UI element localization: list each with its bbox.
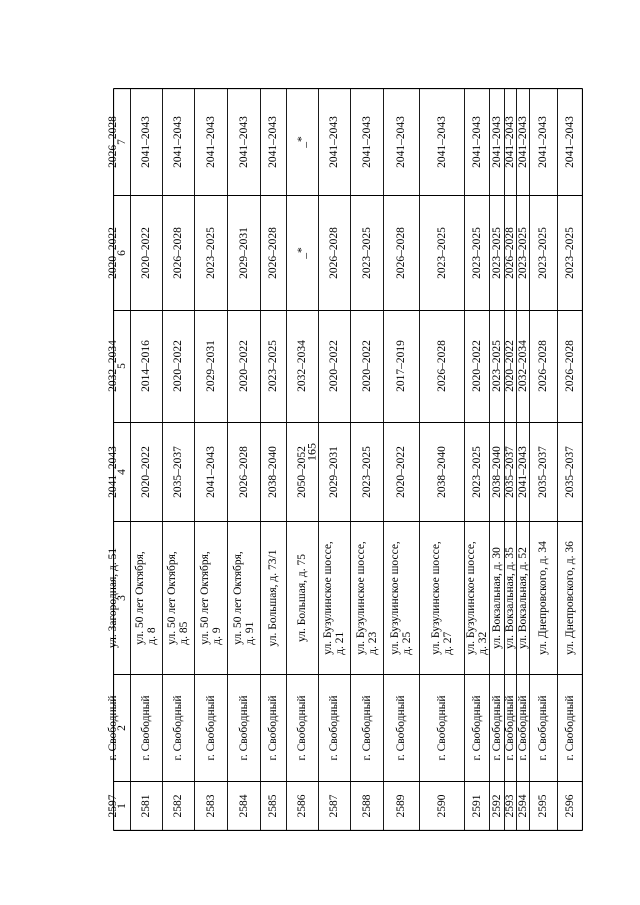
period-col7 (238, 116, 250, 168)
row-number-line: 2597 (107, 794, 119, 818)
city-line: г. Свободный (395, 694, 407, 761)
address-line: д. 25 (401, 631, 413, 655)
address (322, 541, 346, 655)
header-7-line: 7 (115, 138, 128, 145)
city (107, 695, 119, 760)
page-number-text: 165 (304, 443, 319, 461)
period-col5-line: 2014–2016 (140, 340, 152, 392)
period-col4 (471, 446, 483, 498)
period-col5 (140, 340, 152, 392)
row-number-line: 2592 (490, 794, 503, 818)
period-col6 (140, 227, 152, 279)
address (564, 541, 576, 655)
period-col6-line: 2026–2028 (395, 226, 407, 279)
period-col5 (238, 340, 250, 392)
address (267, 549, 279, 646)
period-col6 (537, 227, 549, 279)
row-number (238, 795, 250, 818)
header-1-line: 1 (115, 803, 128, 809)
row-number-line: 2593 (504, 794, 516, 818)
period-col6-line: 2023–2025 (204, 226, 217, 279)
address-line: ул. Вокзальная, д. 52 (516, 546, 529, 649)
address-line: д. 27 (441, 631, 454, 655)
city-line: г. Свободный (537, 694, 549, 761)
address-line: ул. Бузулинское шоссе, (429, 540, 442, 655)
period-col6-line: 2020–2022 (140, 226, 152, 279)
address-line: д. 8 (146, 626, 158, 645)
address-line: д. 32 (476, 631, 489, 655)
address (199, 551, 223, 645)
period-col4-line: 2020–2022 (140, 445, 152, 498)
city-line: г. Свободный (204, 694, 217, 761)
period-col4 (537, 446, 549, 498)
address (517, 547, 529, 649)
address-line: ул. Загородная, д. 51 (107, 547, 119, 648)
period-col6-line: 2026–2028 (172, 226, 184, 279)
period-col5-line: 2017–2019 (395, 340, 407, 392)
city-line: г. Свободный (470, 694, 483, 761)
row-number (328, 795, 340, 818)
address (107, 547, 119, 647)
row-number-line: 2596 (564, 794, 576, 818)
row-number (517, 795, 529, 818)
period-col5 (267, 340, 279, 392)
address-line: ул. Днепровского, д. 34 (537, 540, 549, 655)
address (134, 551, 158, 645)
period-col5 (517, 340, 529, 392)
period-col5-line: 2020–2022 (237, 340, 250, 392)
period-col7 (267, 116, 279, 168)
period-col5 (504, 340, 516, 392)
city (395, 695, 407, 760)
city (205, 695, 217, 760)
address-line: д. 91 (243, 621, 256, 645)
city (267, 695, 279, 760)
period-col4 (328, 446, 340, 498)
period-col4-line: 2023–2025 (360, 445, 373, 498)
period-col6-line: 2023–2025 (435, 226, 448, 279)
address-line: ул. Большая, д. 75 (296, 553, 308, 642)
period-col7 (395, 116, 407, 168)
period-col6-line: 2029–2031 (237, 226, 250, 279)
period-col6 (491, 227, 503, 279)
address (166, 551, 190, 645)
period-col4 (436, 446, 448, 498)
period-col7 (140, 116, 152, 168)
period-col4-line: 2041–2043 (204, 445, 217, 498)
period-col5-line: 2023–2025 (267, 340, 279, 392)
city (471, 695, 483, 760)
address-line: ул. Бузулинское шоссе, (464, 540, 477, 655)
header-6-line: 6 (115, 249, 128, 256)
period-col4-line: 2035–2037 (537, 445, 549, 498)
row-number (361, 795, 373, 818)
period-col6 (517, 227, 529, 279)
period-col7 (504, 116, 516, 168)
period-col4-line: 2035–2037 (564, 445, 576, 498)
row-number-line: 2583 (204, 794, 217, 818)
data-table (107, 88, 583, 831)
address (355, 541, 379, 655)
period-col6 (296, 247, 308, 259)
address-line: ул. Днепровского, д. 36 (564, 540, 576, 655)
city-line: г. Свободный (564, 694, 576, 761)
period-col7 (328, 116, 340, 168)
header-2-line: 2 (115, 724, 128, 731)
period-col5-line: 2032–2034 (516, 340, 529, 392)
period-col4-line: 2026–2028 (237, 445, 250, 498)
period-col7 (172, 116, 184, 168)
period-col6-line: 2023–2025 (537, 226, 549, 279)
row-number-line: 2591 (470, 794, 483, 818)
period-col6 (205, 227, 217, 279)
period-col6 (564, 227, 576, 279)
row-number-line: 2587 (328, 794, 340, 818)
city (172, 695, 184, 760)
period-col7-line: 2041–2043 (140, 115, 152, 168)
period-col5-line: 2032–2034 (107, 340, 119, 392)
city-line: г. Свободный (516, 694, 529, 761)
row-number (564, 795, 576, 818)
period-col7 (361, 116, 373, 168)
city (517, 695, 529, 760)
period-col4 (564, 446, 576, 498)
period-col4-line: 2035–2037 (172, 445, 184, 498)
city-line: г. Свободный (328, 694, 340, 761)
period-col4-line: 2038–2040 (435, 445, 448, 498)
period-col6 (172, 227, 184, 279)
period-col5-line: 2020–2022 (328, 340, 340, 392)
period-col7 (517, 116, 529, 168)
period-col4-line: 2041–2043 (107, 445, 119, 498)
city-line: г. Свободный (490, 694, 503, 761)
header-3-line: 3 (115, 594, 128, 601)
period-col6 (395, 227, 407, 279)
period-col5 (328, 340, 340, 392)
row-number (436, 795, 448, 818)
period-col4 (267, 446, 279, 498)
row-number-line: 2585 (267, 794, 279, 818)
period-col6 (471, 227, 483, 279)
period-col4-line: 2038–2040 (267, 445, 279, 498)
city (238, 695, 250, 760)
period-col4-line: 2050–2052 (296, 445, 308, 498)
period-col5 (537, 340, 549, 392)
period-col4 (107, 446, 119, 498)
period-col7-line: 2041–2043 (237, 115, 250, 168)
period-col7-line: 2041–2043 (470, 115, 483, 168)
row-number-line: 2590 (435, 794, 448, 818)
period-col7-line: 2041–2043 (564, 115, 576, 168)
period-col5-line: 2026–2028 (537, 340, 549, 392)
period-col6-line: _* (296, 246, 308, 259)
city (296, 695, 308, 760)
period-col7 (491, 116, 503, 168)
city (361, 695, 373, 760)
row-number (205, 795, 217, 818)
period-col7 (296, 136, 308, 148)
period-col4-line: 2023–2025 (470, 445, 483, 498)
address (465, 541, 489, 655)
address (504, 547, 516, 649)
address-line: ул. 50 лет Октября, (134, 550, 146, 645)
city-line: г. Свободный (435, 694, 448, 761)
period-col5 (205, 340, 217, 392)
period-col7-line: 2041–2043 (490, 115, 503, 168)
period-col5-line: 2026–2028 (564, 340, 576, 392)
period-col5 (296, 340, 308, 392)
period-col7-line: 2041–2043 (516, 115, 529, 168)
row-number (491, 795, 503, 818)
period-col6-line: 2023–2025 (470, 226, 483, 279)
row-number-line: 2588 (360, 794, 373, 818)
row-number (504, 795, 516, 818)
city (436, 695, 448, 760)
period-col6-line: 2026–2028 (328, 226, 340, 279)
period-col7-line: 2041–2043 (504, 115, 516, 168)
period-col5-line: 2032–2034 (296, 340, 308, 392)
period-col7 (564, 116, 576, 168)
row-number-line: 2595 (537, 794, 549, 818)
period-col6-line: 2026–2028 (504, 226, 516, 279)
period-col4 (491, 446, 503, 498)
period-col5 (471, 340, 483, 392)
address (232, 551, 256, 645)
period-col4 (296, 446, 308, 498)
address-line: ул. 50 лет Октября, (198, 550, 211, 645)
city (564, 695, 576, 760)
period-col6-line: 2023–2025 (564, 226, 576, 279)
period-col5 (395, 340, 407, 392)
row-number-line: 2586 (296, 794, 308, 818)
period-col5-line: 2026–2028 (435, 340, 448, 392)
period-col7-line: 2041–2043 (267, 115, 279, 168)
period-col6 (107, 227, 119, 279)
period-col5-line: 2020–2022 (504, 340, 516, 392)
period-col4-line: 2020–2022 (395, 445, 407, 498)
period-col7 (107, 116, 119, 168)
period-col6 (436, 227, 448, 279)
period-col6 (267, 227, 279, 279)
period-col4 (205, 446, 217, 498)
period-col7 (471, 116, 483, 168)
city-line: г. Свободный (504, 694, 516, 761)
period-col4 (504, 446, 516, 498)
period-col7-line: 2041–2043 (328, 115, 340, 168)
row-number (107, 795, 119, 818)
city (328, 695, 340, 760)
row-number (537, 795, 549, 818)
header-4-line: 4 (115, 468, 128, 475)
period-col6 (361, 227, 373, 279)
address-line: ул. 50 лет Октября, (231, 550, 244, 645)
row-number (140, 795, 152, 818)
period-col6 (504, 227, 516, 279)
row-number-line: 2589 (395, 794, 407, 818)
city (491, 695, 503, 760)
address (537, 541, 549, 655)
period-col6-line: 2023–2025 (490, 226, 503, 279)
period-col7-line: 2041–2043 (360, 115, 373, 168)
city (537, 695, 549, 760)
period-col4 (140, 446, 152, 498)
address-line: д. 23 (366, 631, 379, 655)
header-5-line: 5 (115, 363, 128, 369)
city-line: г. Свободный (360, 694, 373, 761)
row-number-line: 2594 (516, 794, 529, 818)
period-col4-line: 2041–2043 (516, 445, 529, 498)
period-col5 (436, 340, 448, 392)
period-col5-line: 2020–2022 (172, 340, 184, 392)
address-line: д. 85 (178, 621, 190, 645)
period-col4-line: 2038–2040 (490, 445, 503, 498)
address (296, 553, 308, 641)
period-col4 (395, 446, 407, 498)
period-col7-line: 2041–2043 (172, 115, 184, 168)
address-line: ул. Бузулинское шоссе, (389, 540, 401, 655)
period-col7-line: 2041–2043 (204, 115, 217, 168)
row-number (267, 795, 279, 818)
address-line: ул. Большая, д. 73/1 (267, 549, 279, 646)
period-col5-line: 2020–2022 (360, 340, 373, 392)
row-number (395, 795, 407, 818)
city-line: г. Свободный (140, 694, 152, 761)
period-col5 (564, 340, 576, 392)
address-line: ул. Вокзальная, д. 30 (490, 546, 503, 649)
period-col6-line: 2023–2025 (360, 226, 373, 279)
address (491, 547, 503, 649)
address-line: ул. 50 лет Октября, (166, 550, 178, 645)
row-number (471, 795, 483, 818)
city (504, 695, 516, 760)
period-col7 (205, 116, 217, 168)
city-line: г. Свободный (172, 694, 184, 761)
period-col4-line: 2035–2037 (504, 445, 516, 498)
period-col5-line: 2029–2031 (204, 340, 217, 392)
city-line: г. Свободный (237, 694, 250, 761)
address-line: д. 9 (210, 626, 223, 645)
period-col5 (491, 340, 503, 392)
period-col6-line: 2026–2028 (267, 226, 279, 279)
period-col4 (238, 446, 250, 498)
period-col7-line: 2026–2028 (107, 115, 119, 168)
row-number-line: 2582 (172, 794, 184, 818)
address-line: д. 21 (334, 631, 346, 655)
period-col7 (436, 116, 448, 168)
row-number-line: 2581 (140, 794, 152, 818)
period-col6 (328, 227, 340, 279)
period-col5 (172, 340, 184, 392)
period-col5 (361, 340, 373, 392)
period-col5 (107, 340, 119, 392)
city-line: г. Свободный (107, 694, 119, 761)
period-col7 (537, 116, 549, 168)
period-col5-line: 2020–2022 (470, 340, 483, 392)
city-line: г. Свободный (296, 694, 308, 761)
period-col7-line: 2041–2043 (537, 115, 549, 168)
period-col5-line: 2023–2025 (490, 340, 503, 392)
row-number-line: 2584 (237, 794, 250, 818)
period-col6-line: 2023–2025 (516, 226, 529, 279)
address (389, 541, 413, 655)
row-number (172, 795, 184, 818)
address-line: ул. Бузулинское шоссе, (322, 540, 334, 655)
period-col7-line: 2041–2043 (435, 115, 448, 168)
period-col4 (172, 446, 184, 498)
period-col6-line: 2020–2022 (107, 226, 119, 279)
period-col4-line: 2029–2031 (328, 445, 340, 498)
address (430, 541, 454, 655)
period-col4 (361, 446, 373, 498)
period-col4 (517, 446, 529, 498)
period-col6 (238, 227, 250, 279)
period-col7-line: _* (296, 135, 308, 148)
period-col7-line: 2041–2043 (395, 115, 407, 168)
city (140, 695, 152, 760)
address-line: ул. Бузулинское шоссе, (354, 540, 367, 655)
row-number (296, 795, 308, 818)
address-line: ул. Вокзальная, д. 35 (504, 546, 516, 649)
city-line: г. Свободный (267, 694, 279, 761)
